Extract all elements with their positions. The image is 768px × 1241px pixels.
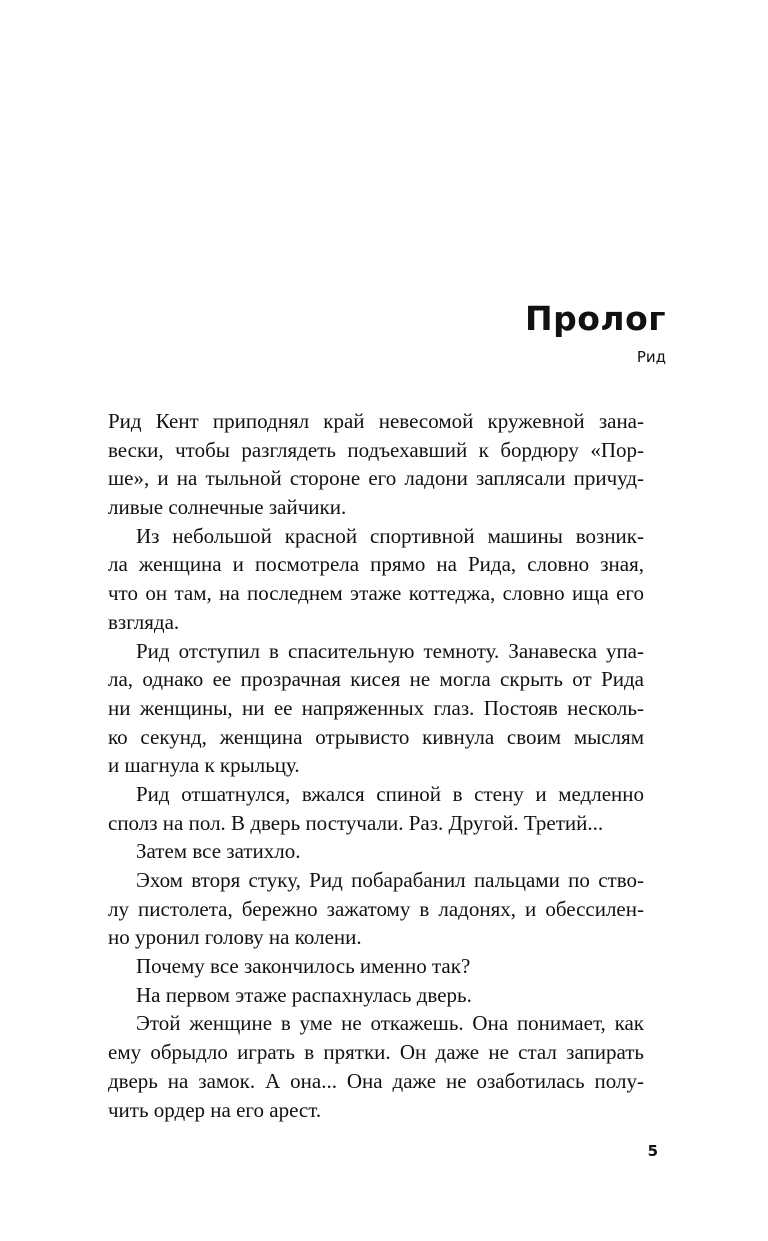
text-line: ла женщина и посмотрела прямо на Рида, словно зная, [108,552,644,577]
text-line: ему обрыдло играть в прятки. Он даже не стал запирать [108,1040,644,1065]
text-line: Рид отшатнулся, вжался спиной в стену и медленно [136,781,644,806]
text-line: взгляда. [108,609,180,634]
text-line: Затем все затихло. [136,839,301,864]
chapter-subtitle: Рид [636,348,666,366]
chapter-text [108,407,644,1124]
chapter-title: Пролог [525,299,666,338]
text-line: ливые солнечные зайчики. [108,495,347,520]
text-line: ко секунд, женщина отрывисто кивнула своим мыслям [108,724,644,749]
text-line: На первом этаже распахнулась дверь. [136,982,472,1007]
text-line: Почему все закончилось именно так? [136,954,471,979]
text-line: чить ордер на его арест. [108,1097,322,1122]
text-line: Из небольшой красной спортивной машины возник- [136,523,644,548]
text-line: ше», и на тыльной стороне его ладони заплясали причуд- [108,466,644,491]
text-line: дверь на замок. А она... Она даже не озаботилась полу- [108,1068,644,1093]
text-line: Этой женщине в уме не откажешь. Она понимает, как [136,1011,644,1036]
page-number: 5 [647,1142,658,1160]
text-line: лу пистолета, бережно зажатому в ладонях, и обессилен- [108,896,644,921]
text-line: Рид отступил в спасительную темноту. Занавеска упа- [136,638,644,663]
text-line: Рид Кент приподнял край невесомой кружевной зана- [108,409,644,433]
text-line: но уронил голову на колени. [108,925,362,950]
text-line: что он там, на последнем этаже коттеджа, словно ища его [108,581,644,606]
text-line: ни женщины, ни ее напряженных глаз. Постояв несколь- [108,695,644,720]
text-line: и шагнула к крыльцу. [108,753,300,778]
text-line: вески, чтобы разглядеть подъехавший к бордюру «Пор- [108,437,644,462]
text-line: ла, однако ее прозрачная кисея не могла скрыть от Рида [108,667,644,692]
text-line: Эхом вторя стуку, Рид побарабанил пальцами по ство- [136,868,644,892]
text-line: сполз на пол. В дверь постучали. Раз. Другой. Третий... [108,810,604,835]
